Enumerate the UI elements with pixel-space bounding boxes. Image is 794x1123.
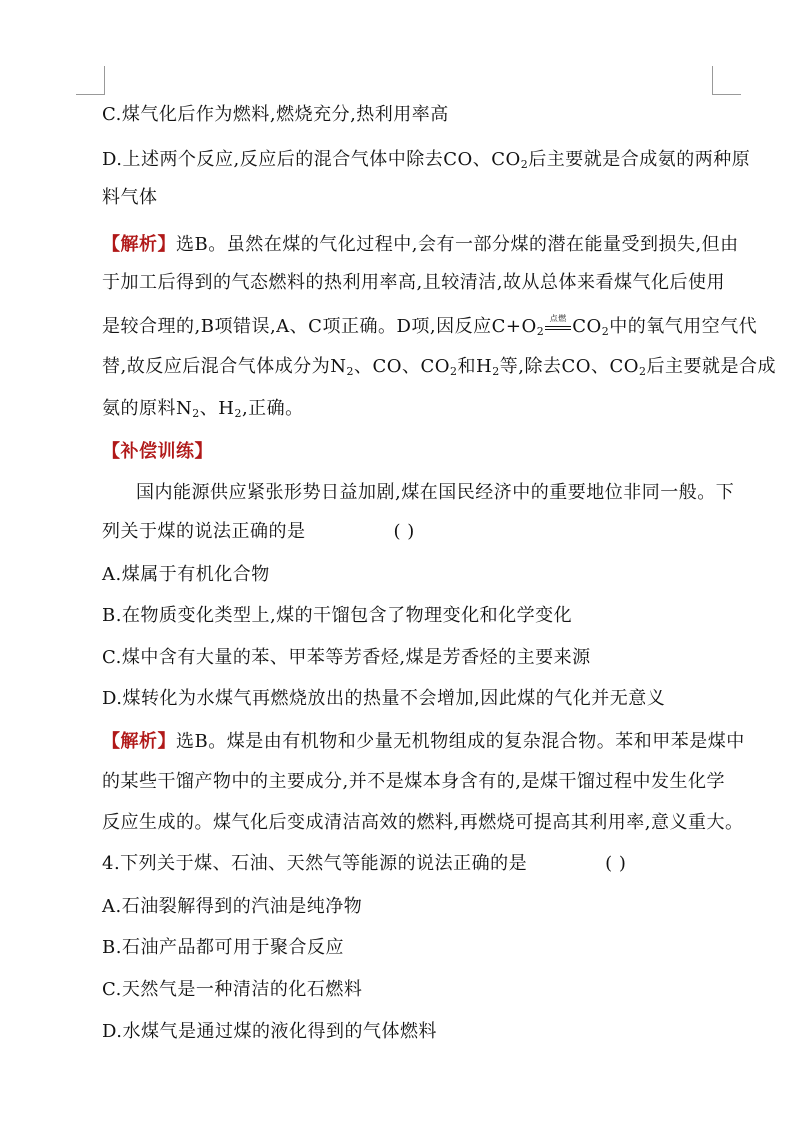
supplement-stem-line1: 国内能源供应紧张形势日益加剧,煤在国民经济中的重要地位非同一般。下 (136, 482, 735, 503)
answer-blank: ( ) (393, 521, 415, 542)
q4-option-b: B.石油产品都可用于聚合反应 (102, 937, 344, 958)
supplement-analysis-line1: 【解析】选B。煤是由有机物和少量无机物组成的复杂混合物。苯和甲苯是煤中 (102, 731, 745, 752)
q4-option-c: C.天然气是一种清洁的化石燃料 (102, 979, 363, 1000)
q3-option-c: C.煤气化后作为燃料,燃烧充分,热利用率高 (102, 104, 449, 125)
q3-analysis-line3: 是较合理的,B项错误,A、C项正确。D项,因反应$C+O_2$ 点燃 $CO_2$中的氧气用空气代 (102, 314, 758, 338)
supplement-analysis-line3: 反应生成的。煤气化后变成清洁高效的燃料,再燃烧可提高其利用率,意义重大。 (102, 812, 744, 833)
crop-mark-top-right (712, 66, 741, 95)
analysis-tag: 【解析】 (102, 731, 176, 752)
analysis-tag: 【解析】 (102, 234, 176, 255)
supplement-option-a: A.煤属于有机化合物 (102, 564, 270, 585)
q3-analysis-line1: 【解析】选B。虽然在煤的气化过程中,会有一部分煤的潜在能量受到损失,但由 (102, 234, 739, 255)
reaction-condition: 点燃 (549, 314, 567, 323)
answer-blank: ( ) (605, 853, 627, 874)
q3-option-d-line1: D.上述两个反应,反应后的混合气体中除去CO、$CO_2$后主要就是合成氨的两种原 (102, 149, 751, 171)
supplement-option-b: B.在物质变化类型上,煤的干馏包含了物理变化和化学变化 (102, 605, 573, 626)
q3-analysis-line2: 于加工后得到的气态燃料的热利用率高,且较清洁,故从总体来看煤气化后使用 (102, 272, 725, 293)
supplement-option-c: C.煤中含有大量的苯、甲苯等芳香烃,煤是芳香烃的主要来源 (102, 647, 591, 668)
q4-option-d: D.水煤气是通过煤的液化得到的气体燃料 (102, 1021, 438, 1042)
reaction-arrow (545, 314, 571, 334)
supplement-header: 【补偿训练】 (102, 441, 213, 462)
q3-analysis-line4: 替,故反应后混合气体成分为$N_2$、CO、$CO_2$和$H_2$等,除去CO、$CO_2$后主要就是合成 (102, 356, 777, 378)
supplement-analysis-line2: 的某些干馏产物中的主要成分,并不是煤本身含有的,是煤干馏过程中发生化学 (102, 771, 725, 792)
q3-analysis-line5: 氨的原料$N_2$、$H_2$,正确。 (102, 398, 304, 420)
q4-option-a: A.石油裂解得到的汽油是纯净物 (102, 896, 363, 917)
crop-mark-top-left (76, 66, 105, 95)
supplement-stem-line2: 列关于煤的说法正确的是 ( ) (102, 521, 415, 542)
q4-stem: 4.下列关于煤、石油、天然气等能源的说法正确的是 ( ) (102, 853, 627, 874)
q3-option-d-line2: 料气体 (102, 187, 158, 208)
supplement-option-d: D.煤转化为水煤气再燃烧放出的热量不会增加,因此煤的气化并无意义 (102, 688, 666, 709)
